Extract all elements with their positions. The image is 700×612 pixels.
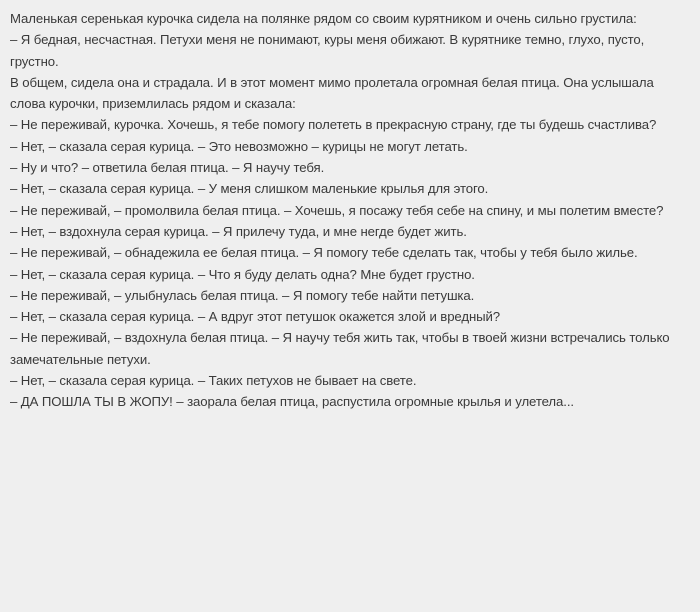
dialogue-line: – Не переживай, – вздохнула белая птица. – Я научу тебя жить так, чтобы в твоей жизни встречались только замечательные петухи. bbox=[10, 330, 670, 367]
dialogue-line: – Нет, – вздохнула серая курица. – Я прилечу туда, и мне негде будет жить. bbox=[10, 223, 467, 239]
dialogue-line: – Не переживай, курочка. Хочешь, я тебе помогу полететь в прекрасную страну, где ты будешь счастлива? bbox=[10, 117, 657, 133]
dialogue-line: – Не переживай, – обнадежила ее белая птица. – Я помогу тебе сделать так, чтобы у тебя было жилье. bbox=[10, 245, 638, 261]
paragraph-white-bird-arrives: В общем, сидела она и страдала. И в этот момент мимо пролетала огромная белая птица. Она услышала слова курочки, приземлилась рядом и сказала: bbox=[10, 74, 654, 112]
paragraph-intro: Маленькая серенькая курочка сидела на полянке рядом со своим курятником и очень сильно грустила: bbox=[10, 11, 637, 26]
dialogue-line: – Нет, – сказала серая курица. – Что я буду делать одна? Мне будет грустно. bbox=[10, 266, 475, 282]
dialogue-line: – Нет, – сказала серая курица. – А вдруг этот петушок окажется злой и вредный? bbox=[10, 309, 501, 325]
dialogue-line: – Не переживай, – улыбнулась белая птица. – Я помогу тебе найти петушка. bbox=[10, 287, 475, 303]
dialogue-line: – Нет, – сказала серая курица. – У меня слишком маленькие крылья для этого. bbox=[10, 181, 489, 197]
paragraph-hen-complaint: – Я бедная, несчастная. Петухи меня не понимают, куры меня обижают. В курятнике темно, глухо, пусто, грустно. bbox=[10, 32, 645, 69]
dialogue-line: – Нет, – сказала серая курица. – Это невозможно – курицы не могут летать. bbox=[10, 138, 468, 154]
dialogue-line: – Нет, – сказала серая курица. – Таких петухов не бывает на свете. bbox=[10, 373, 417, 389]
dialogue-line: – Не переживай, – промолвила белая птица. – Хочешь, я посажу тебя себе на спину, и мы полетим вместе? bbox=[10, 202, 664, 218]
dialogue-line: – Ну и что? – ответила белая птица. – Я научу тебя. bbox=[10, 160, 325, 176]
dialogue-line-final: – ДА ПОШЛА ТЫ В ЖОПУ! – заорала белая птица, распустила огромные крылья и улетела... bbox=[10, 394, 574, 410]
